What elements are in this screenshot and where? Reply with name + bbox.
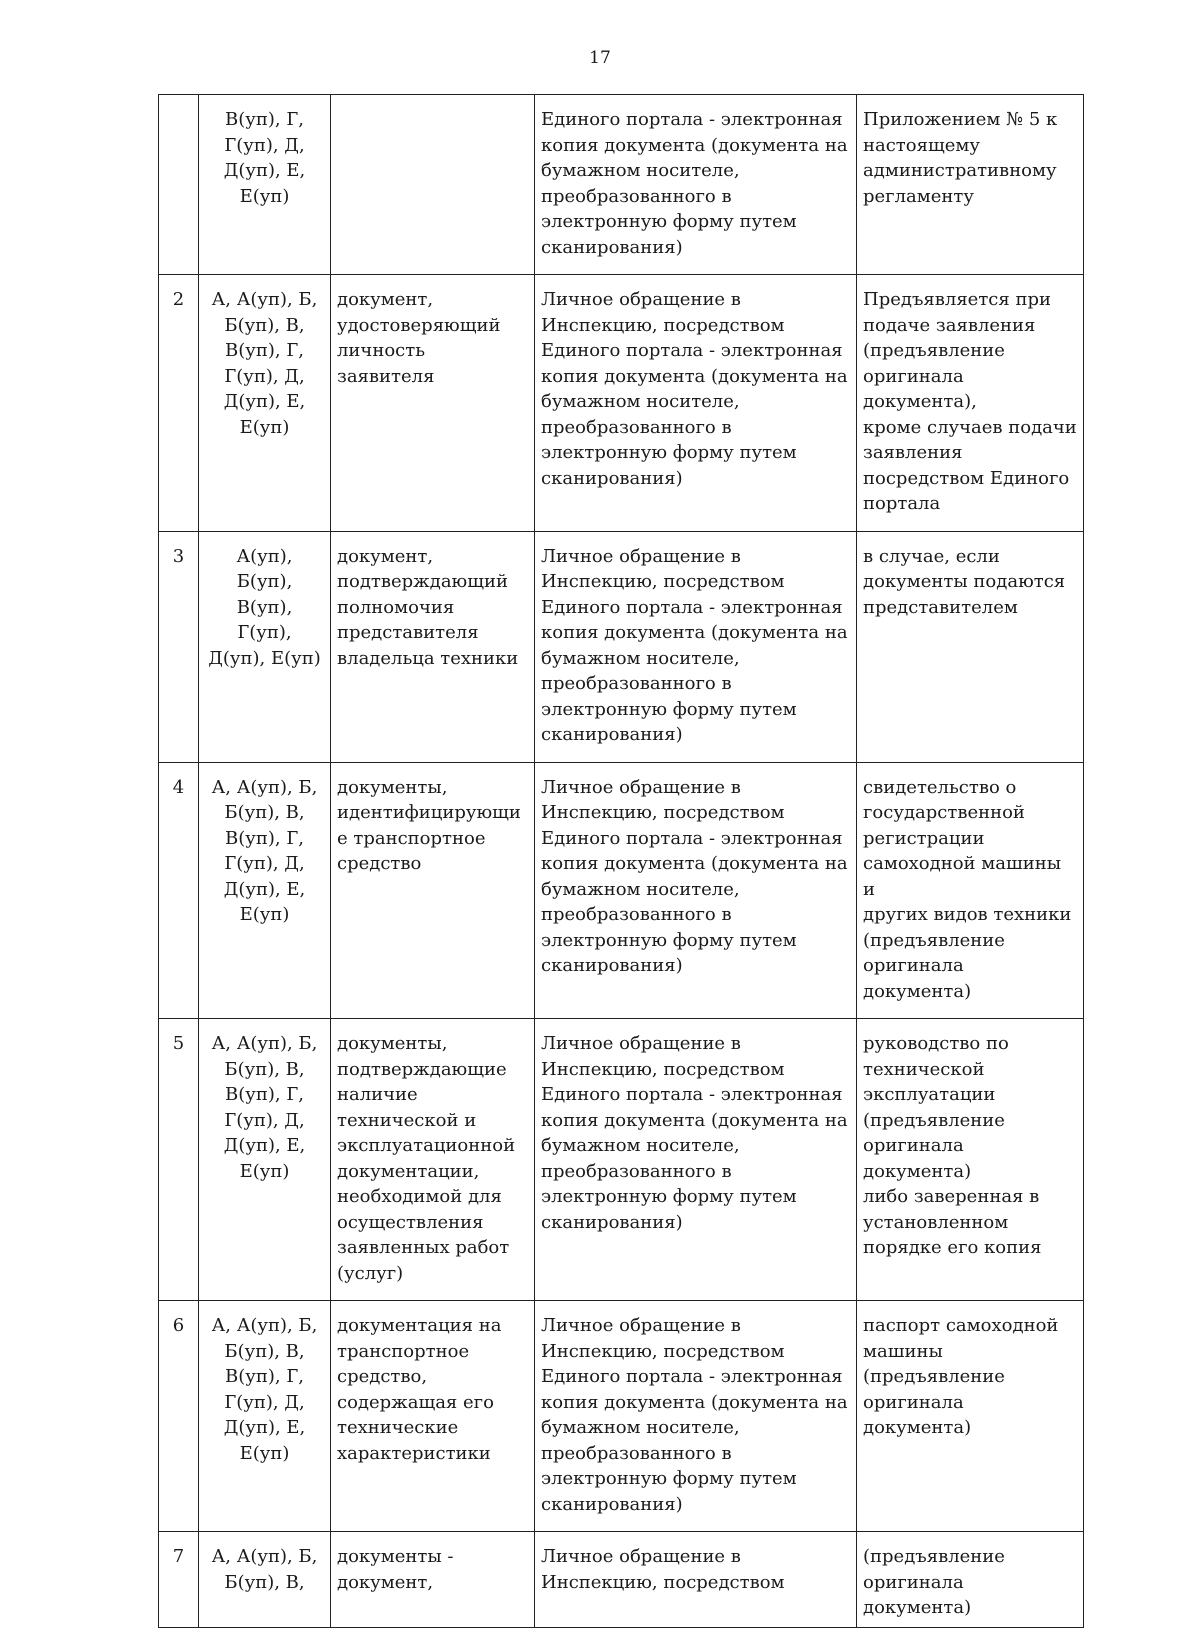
row-number: 5	[159, 1019, 199, 1301]
row-notes: в случае, если документы подаются представителем	[857, 531, 1084, 762]
row-notes: Приложением № 5 к настоящему административному регламенту	[857, 95, 1084, 275]
table-row	[159, 762, 1084, 1019]
page-number: 17	[589, 48, 611, 68]
row-notes: Предъявляется при подаче заявления (предъявление оригинала документа), кроме случаев подачи заявления посредством Единого портала	[857, 275, 1084, 532]
row-notes: руководство по технической эксплуатации (предъявление оригинала документа) либо заверенная в установленном порядке его копия	[857, 1019, 1084, 1301]
row-notes: (предъявление оригинала документа)	[857, 1532, 1084, 1628]
table-row	[159, 1301, 1084, 1532]
row-categories: В(уп), Г, Г(уп), Д, Д(уп), Е, Е(уп)	[199, 95, 331, 275]
row-method: Личное обращение в Инспекцию, посредством Единого портала - электронная копия документа (документа на бумажном носителе, преобразованного в электронную форму путем сканирования)	[535, 1019, 857, 1301]
row-document: документ, удостоверяющий личность заявителя	[331, 275, 535, 532]
row-method: Личное обращение в Инспекцию, посредством Единого портала - электронная копия документа (документа на бумажном носителе, преобразованного в электронную форму путем сканирования)	[535, 531, 857, 762]
row-categories: А(уп), Б(уп), В(уп), Г(уп), Д(уп), Е(уп)	[199, 531, 331, 762]
row-categories: А, А(уп), Б, Б(уп), В, В(уп), Г, Г(уп), Д, Д(уп), Е, Е(уп)	[199, 275, 331, 532]
row-method: Личное обращение в Инспекцию, посредством Единого портала - электронная копия документа (документа на бумажном носителе, преобразованного в электронную форму путем сканирования)	[535, 1301, 857, 1532]
row-categories: А, А(уп), Б, Б(уп), В, В(уп), Г, Г(уп), Д, Д(уп), Е, Е(уп)	[199, 1301, 331, 1532]
row-document: документы, идентифицирующи е транспортное средство	[331, 762, 535, 1019]
row-notes: паспорт самоходной машины (предъявление оригинала документа)	[857, 1301, 1084, 1532]
row-number: 4	[159, 762, 199, 1019]
table-row	[159, 1532, 1084, 1628]
row-method: Личное обращение в Инспекцию, посредством	[535, 1532, 857, 1628]
row-number	[159, 95, 199, 275]
table-row	[159, 531, 1084, 762]
row-number: 2	[159, 275, 199, 532]
row-number: 3	[159, 531, 199, 762]
row-document	[331, 95, 535, 275]
documents-table	[158, 94, 1084, 1628]
row-categories: А, А(уп), Б, Б(уп), В, В(уп), Г, Г(уп), Д, Д(уп), Е, Е(уп)	[199, 762, 331, 1019]
row-document: документы, подтверждающие наличие технической и эксплуатационной документации, необходимой для осуществления заявленных работ (услуг)	[331, 1019, 535, 1301]
row-number: 6	[159, 1301, 199, 1532]
row-document: документация на транспортное средство, содержащая его технические характеристики	[331, 1301, 535, 1532]
table-row	[159, 275, 1084, 532]
row-categories: А, А(уп), Б, Б(уп), В, В(уп), Г, Г(уп), Д, Д(уп), Е, Е(уп)	[199, 1019, 331, 1301]
row-method: Личное обращение в Инспекцию, посредством Единого портала - электронная копия документа (документа на бумажном носителе, преобразованного в электронную форму путем сканирования)	[535, 275, 857, 532]
row-number: 7	[159, 1532, 199, 1628]
row-categories: А, А(уп), Б, Б(уп), В,	[199, 1532, 331, 1628]
table-row	[159, 1019, 1084, 1301]
row-notes: свидетельство о государственной регистрации самоходной машины и других видов техники (предъявление оригинала документа)	[857, 762, 1084, 1019]
row-document: документ, подтверждающий полномочия представителя владельца техники	[331, 531, 535, 762]
row-method: Единого портала - электронная копия документа (документа на бумажном носителе, преобразованного в электронную форму путем сканирования)	[535, 95, 857, 275]
row-method: Личное обращение в Инспекцию, посредством Единого портала - электронная копия документа (документа на бумажном носителе, преобразованного в электронную форму путем сканирования)	[535, 762, 857, 1019]
row-document: документы - документ,	[331, 1532, 535, 1628]
table-row	[159, 95, 1084, 275]
